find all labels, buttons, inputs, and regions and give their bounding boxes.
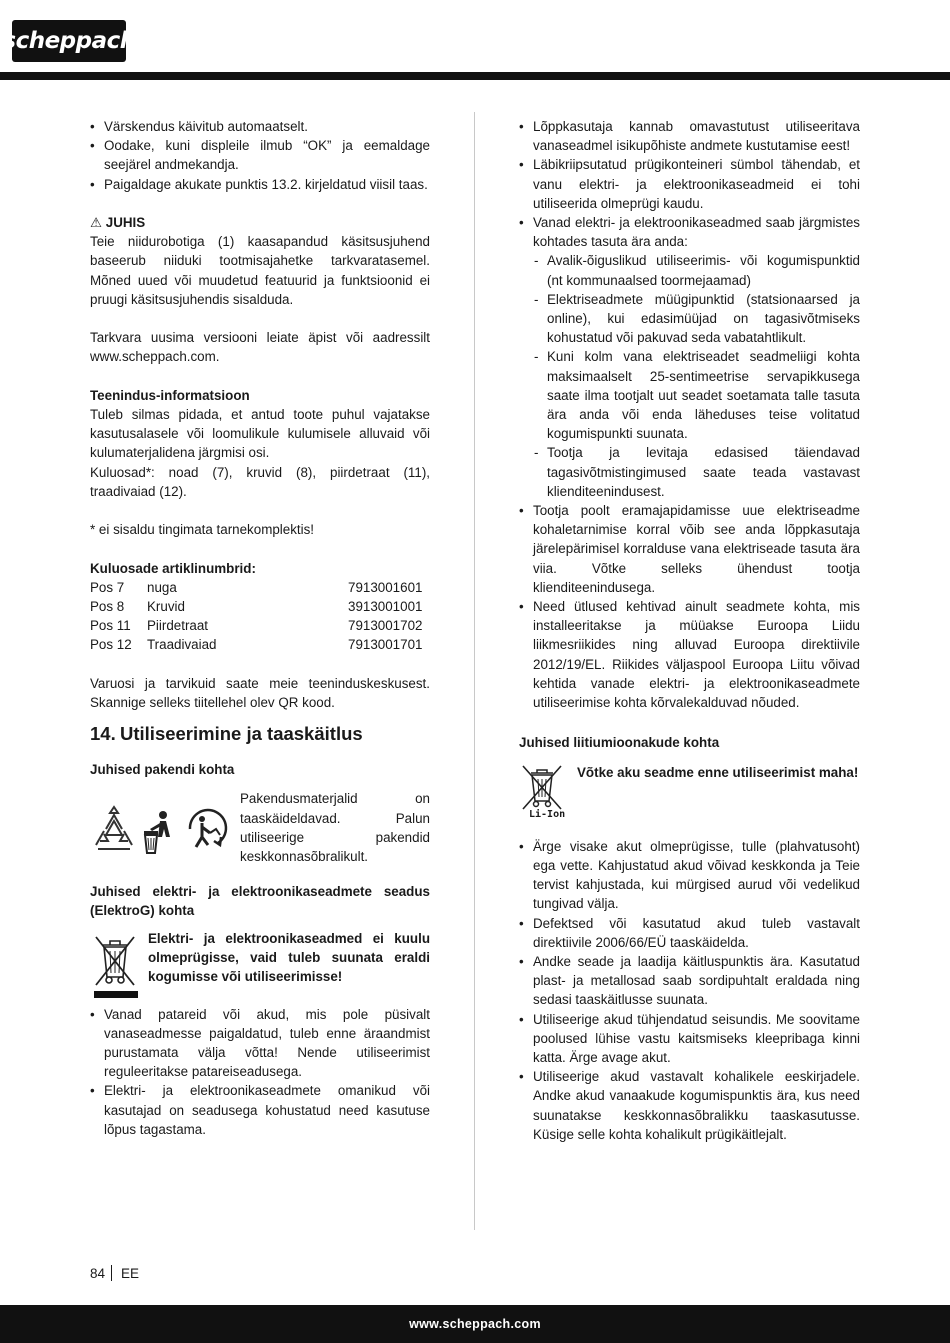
note-text: Teie niidurobotiga (1) kaasapandud käsitsusjuhend baseerub niiduki tootmisajahetke tarkvaratasemel. Mõned uued või muudetud featuurid ja funktsioonid ei pruugi käsitsusjuhendis sisalduda. (90, 234, 430, 307)
left-column (90, 117, 430, 1139)
crossed-bin-icon (90, 929, 140, 1001)
footer-separator (111, 1265, 112, 1281)
section-title: Utiliseerimine ja taaskäitlus (120, 723, 363, 745)
battery-label: Li-Ion (529, 808, 566, 820)
battery-warning-block (519, 763, 860, 823)
intro-bullet-list (90, 117, 430, 194)
page-footer (90, 1265, 139, 1281)
list-item: • Oodake, kuni displeile ilmub “OK” ja eemaldage seejärel andmekandja. (90, 136, 430, 174)
battery-warning: Võtke aku seadme enne utiliseerimist maha! (577, 764, 859, 780)
footer-url[interactable]: www.scheppach.com (409, 1317, 541, 1331)
battery-symbol (519, 763, 577, 823)
list-item: • Lõppkasutaja kannab omavastutust utiliseeritava vanaseadmel isikupõhiste andmete kustutamise eest! (519, 117, 860, 155)
header-bar (0, 72, 950, 80)
table-row (90, 635, 430, 654)
recycling-person-icon (190, 810, 226, 847)
list-item: • Elektri- ja elektroonikaseadmete omanikud või kasutajad on seadusega kohustatud need kasutuse lõpus tagastama. (90, 1081, 430, 1139)
part-name: Piirdetraat (147, 618, 209, 634)
part-pos: Pos 11 (90, 618, 131, 634)
section-number: 14. (90, 723, 116, 745)
list-item: - Elektriseadmete müügipunktid (statsionaarsed ja online), kui edasimüüjad on tagasivõtmiseks kohustatud või pakuvad seda vabatahtlikult. (533, 290, 860, 348)
table-row (90, 597, 430, 616)
battery-bullet-list (519, 837, 860, 1144)
packaging-icons (90, 789, 240, 865)
packaging-title: Juhised pakendi kohta (90, 762, 235, 778)
elektrog-bullet-list (90, 1005, 430, 1139)
list-item: - Tootja ja levitaja edasised täiendavad tagasivõtmistingimused saate teada vastavast klienditeenindusest. (533, 443, 860, 501)
part-name: nuga (147, 579, 177, 595)
parts-title: Kuluosade artiklinumbrid: (90, 560, 256, 576)
list-item: • Need ütlused kehtivad ainult seadmete kohta, mis installeeritakse ja müüakse Euroopa Liidu liikmesriikides ning alluvad Euroopa direktiivile 2012/19/EL. Riikides väljaspool Euroopa Liitu võivad kehtida vanade elektri- ja elektroonikaseadmete utiliseerimise kohta kõrvalekalduvad nõuded. (519, 597, 860, 712)
list-item (519, 213, 860, 501)
elektrog-title: Juhised elektri- ja elektroonikaseadmete seadus (ElektroG) kohta (90, 884, 430, 919)
software-text: Tarkvara uusima versiooni leiate äpist või aadressilt www.scheppach.com. (90, 330, 430, 365)
language-code: EE (121, 1265, 140, 1281)
list-item: • Utiliseerige akud vastavalt kohalikele eeskirjadele. Andke akud vanaakude kogumispunktis ära, kus need suunatakse keskkonnasõbralikku taaskasutusse. Küsige selle kohta kohalikult prügikäitlejalt. (519, 1067, 860, 1144)
list-item: • Tootja poolt eramajapidamisse uue elektriseadme kohaletarnimise korral võib see anda lõppkasutaja järelepärimisel korralduse vana elektriseade tasuta ära viia. Võtke selleks ühendust tootja klienditeenindusega. (519, 501, 860, 597)
list-item: - Kuni kolm vana elektriseadet seadmeliigi kohta maksimaalselt 25-sentimeetrise servapikkusega saate ilma tootjalt uut seadet soetamata talle tasuta ära anda või enda läheduses teise volitatud kogumispunkti suunata. (533, 347, 860, 443)
service-title: Teenindus-informatsioon (90, 387, 250, 403)
part-number: 7913001701 (348, 637, 423, 653)
list-item: • Utiliseerige akud tühjendatud seisundis. Me soovitame poolused lühise vastu kaitsmiseks kleepribaga kinni katta. Ärge avage akut. (519, 1010, 860, 1068)
wear-parts-text: Kuluosad*: noad (7), kruvid (8), piirdetraat (11), traadivaiad (12). (90, 464, 430, 499)
section-heading (90, 722, 430, 746)
table-row (90, 616, 430, 635)
packaging-block (90, 789, 430, 866)
list-item: - Avalik-õiguslikud utiliseerimis- või kogumispunktid (nt kommunaalsed toormejaamad) (533, 251, 860, 289)
spare-parts-text: Varuosi ja tarvikuid saate meie teeninduskeskusest. Skannige selleks tiitellehel olev QR kood. (90, 675, 430, 710)
warning-icon: ⚠ (90, 215, 103, 230)
column-divider (474, 112, 475, 1230)
disposal-bullet-list (519, 117, 860, 712)
litter-bin-icon (144, 811, 170, 853)
list-item: • Defektsed või kasutatud akud tuleb vastavalt direktiivile 2006/66/EÜ taaskäidelda. (519, 914, 860, 952)
recycle-icon (96, 807, 132, 849)
list-item: • Paigaldage akukate punktis 13.2. kirjeldatud viisil taas. (90, 175, 430, 194)
elektrog-warning: Elektri- ja elektroonikaseadmed ei kuulu olmeprügisse, vaid tuleb suunata eraldi kogumisse või utiliseerimisse! (148, 930, 430, 985)
table-row (90, 578, 430, 597)
part-pos: Pos 7 (90, 579, 125, 595)
weee-symbol (90, 929, 148, 1001)
collection-point-list (533, 251, 860, 501)
page-number: 84 (90, 1265, 106, 1281)
battery-title: Juhised liitiumioonakude kohta (519, 735, 720, 751)
part-name: Traadivaiad (147, 637, 217, 653)
footer-bar (0, 1305, 950, 1343)
list-item: • Läbikriipsutatud prügikonteineri sümbol tähendab, et vanu elektri- ja elektroonikaseadmeid ei tohi utiliseerida olmeprügi kaudu. (519, 155, 860, 213)
brand-logo: scheppach (12, 20, 126, 62)
part-number: 3913001001 (348, 599, 423, 614)
list-item: • Andke seade ja laadija käitluspunktis ära. Kasutatud plast- ja metallosad saab sordipuhtalt eraldada ning sedasi taaskäitlusse suunata. (519, 952, 860, 1010)
list-item: • Vanad patareid või akud, mis pole püsivalt vanaseadmesse paigaldatud, tuleb enne äraandmist purustamata välja võtta! Nende utiliseerimist reguleeritakse patareiseadusega. (90, 1005, 430, 1082)
part-name: Kruvid (147, 599, 185, 614)
service-text: Tuleb silmas pidada, et antud toote puhul vajatakse kasutusalasele või loomulikule kulumisele alluvaid või kulumaterjalidena järgmisi osi. (90, 407, 430, 461)
list-item: • Ärge visake akut olmeprügisse, tulle (plahvatusoht) ega vette. Kahjustatud akud võivad keskkonda ja Teie tervist kahjustada, kui mürgised aurud või vedelikud tungivad välja. (519, 837, 860, 914)
parts-table (90, 578, 430, 655)
part-number: 7913001702 (348, 618, 423, 634)
footnote: * ei sisaldu tingimata tarnekomplektis! (90, 522, 315, 538)
note-title: JUHIS (105, 215, 146, 230)
elektrog-warning-block (90, 929, 430, 1001)
part-pos: Pos 8 (90, 599, 125, 614)
list-item: • Värskendus käivitub automaatselt. (90, 117, 430, 136)
note-heading (90, 213, 430, 232)
part-pos: Pos 12 (90, 637, 132, 653)
packaging-text: Pakendusmaterjalid on taaskäideldavad. Palun utiliseerige pakendid keskkonnasõbralikult. (240, 791, 430, 865)
list-item-text: Vanad elektri- ja elektroonikaseadmed saab järgmistes kohtades tasuta ära anda: (533, 215, 860, 250)
right-column (519, 117, 860, 1144)
part-number: 7913001601 (348, 579, 423, 595)
